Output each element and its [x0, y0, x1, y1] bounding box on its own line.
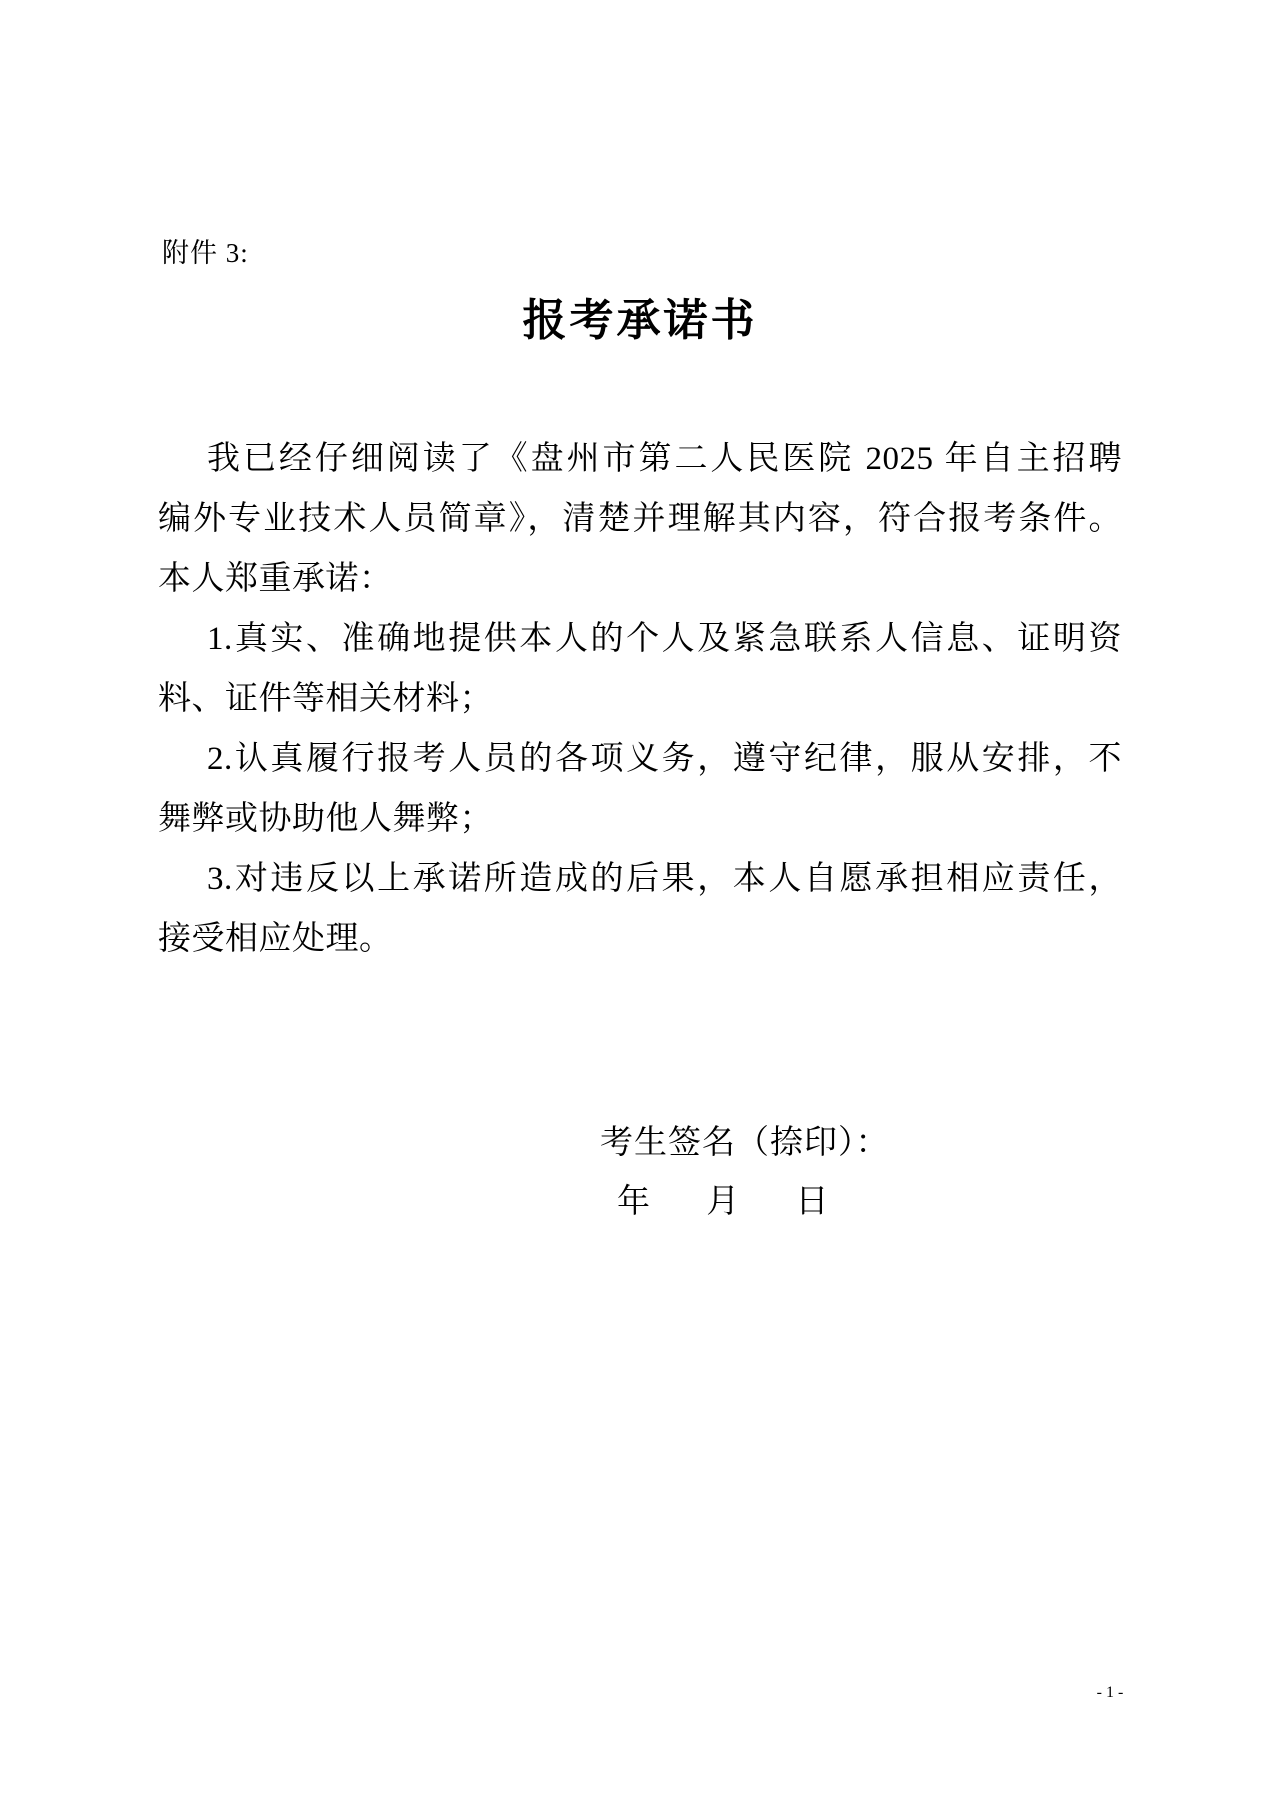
body-line: 接受相应处理。 — [158, 921, 393, 957]
page-title: 报考承诺书 — [522, 296, 758, 345]
date-day-label: 日 — [795, 1184, 829, 1220]
body-line: 编外专业技术人员简章》，清楚并理解其内容，符合报考条件。 — [158, 501, 1122, 537]
body-line: 2.认真履行报考人员的各项义务，遵守纪律，服从安排，不 — [207, 741, 1122, 777]
body-line: 1.真实、准确地提供本人的个人及紧急联系人信息、证明资 — [207, 621, 1122, 657]
body-line: 本人郑重承诺： — [158, 561, 393, 597]
page-number: - 1 - — [1096, 1684, 1124, 1701]
date-year-label: 年 — [617, 1184, 650, 1220]
body-line: 3.对违反以上承诺所造成的后果，本人自愿承担相应责任， — [207, 861, 1122, 897]
document-body — [158, 429, 1122, 969]
date-month-label: 月 — [706, 1184, 740, 1220]
date-line — [617, 1172, 829, 1232]
body-line: 我已经仔细阅读了《盘州市第二人民医院 2025 年自主招聘 — [207, 441, 1122, 477]
signature-label: 考生签名（捺印）： — [600, 1125, 890, 1161]
body-line: 舞弊或协助他人舞弊； — [158, 801, 493, 837]
attachment-label: 附件 3: — [162, 238, 249, 268]
body-line: 料、证件等相关材料； — [158, 681, 493, 717]
